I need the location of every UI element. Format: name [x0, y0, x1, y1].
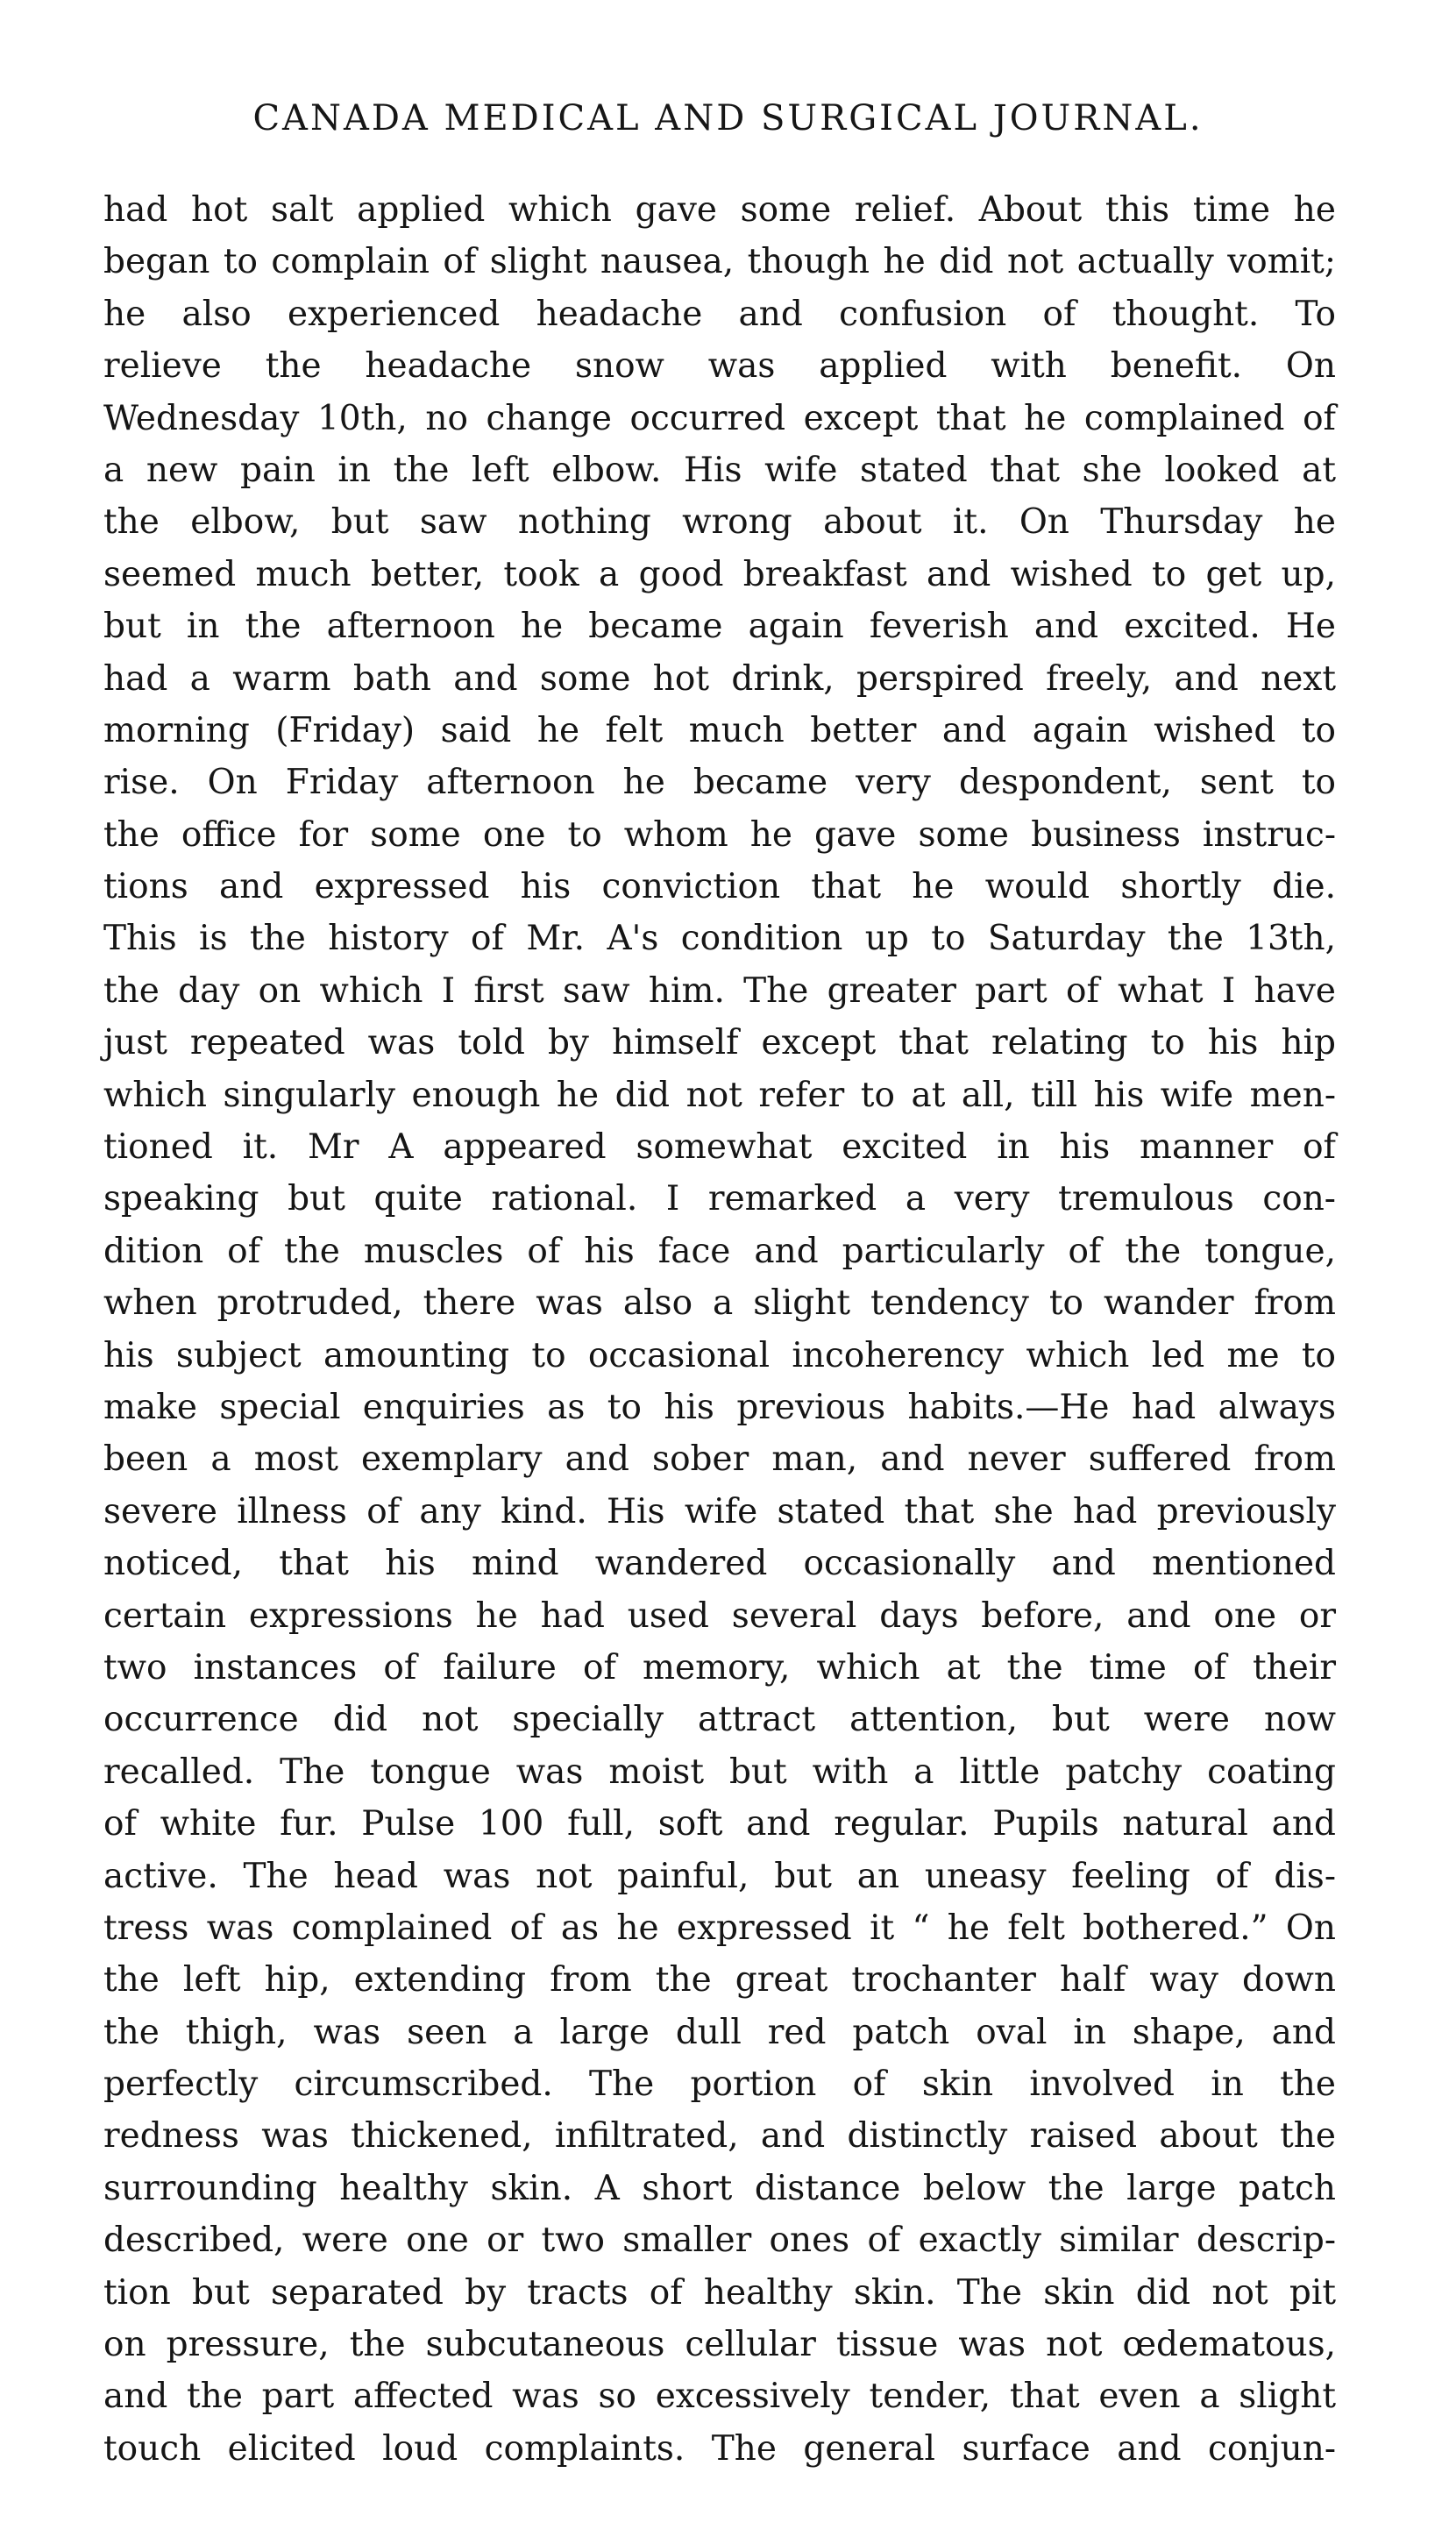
text-line: redness was thickened, infiltrated, and distinctly raised about the: [103, 2116, 1336, 2157]
text-line: he also experienced headache and confusion of thought. To: [103, 294, 1336, 334]
text-line: noticed, that his mind wandered occasionally and mentioned: [103, 1544, 1336, 1584]
text-line: just repeated was told by himself except that relating to his hip: [103, 1023, 1336, 1063]
text-line: severe illness of any kind. His wife stated that she had previously: [103, 1491, 1336, 1531]
text-line: dition of the muscles of his face and particularly of the tongue,: [103, 1231, 1336, 1271]
text-line: the office for some one to whom he gave some business instruc-: [103, 814, 1336, 855]
text-line: which singularly enough he did not refer to at all, till his wife men-: [103, 1075, 1336, 1115]
text-line: Wednesday 10th, no change occurred except that he complained of: [103, 398, 1336, 438]
text-line: seemed much better, took a good breakfast and wished to get up,: [103, 554, 1336, 594]
text-line: tion but separated by tracts of healthy skin. The skin did not pit: [103, 2272, 1336, 2313]
text-line: tions and expressed his conviction that he would shortly die.: [103, 867, 1336, 907]
text-line: the elbow, but saw nothing wrong about it. On Thursday he: [103, 502, 1336, 543]
text-line: speaking but quite rational. I remarked a very tremulous con-: [103, 1179, 1336, 1219]
text-line: This is the history of Mr. A's condition up to Saturday the 13th,: [103, 919, 1336, 959]
text-line: been a most exemplary and sober man, and never suffered from: [103, 1439, 1336, 1480]
text-line: on pressure, the subcutaneous cellular tissue was not œdematous,: [103, 2325, 1336, 2365]
text-line: the left hip, extending from the great trochanter half way down: [103, 1960, 1336, 2000]
text-line: tress was complained of as he expressed it “ he felt bothered.” On: [103, 1908, 1336, 1948]
text-line: two instances of failure of memory, which at the time of their: [103, 1647, 1336, 1688]
text-line: began to complain of slight nausea, though he did not actually vomit;: [103, 242, 1336, 282]
text-line: certain expressions he had used several days before, and one or: [103, 1595, 1336, 1636]
text-line: surrounding healthy skin. A short distance below the large patch: [103, 2168, 1336, 2208]
text-line: had hot salt applied which gave some relief. About this time he: [103, 190, 1336, 230]
text-line: occurrence did not specially attract attention, but were now: [103, 1700, 1336, 1740]
text-line: morning (Friday) said he felt much better and again wished to: [103, 710, 1336, 750]
running-title: CANADA MEDICAL AND SURGICAL JOURNAL.: [252, 98, 1204, 139]
text-line: of white fur. Pulse 100 full, soft and regular. Pupils natural and: [103, 1804, 1336, 1844]
text-line: tioned it. Mr A appeared somewhat excited in his manner of: [103, 1127, 1336, 1168]
text-line: perfectly circumscribed. The portion of skin involved in the: [103, 2064, 1336, 2105]
text-line: touch elicited loud complaints. The general surface and conjun-: [103, 2428, 1336, 2469]
text-line: make special enquiries as to his previous habits.—He had always: [103, 1387, 1336, 1427]
text-line: rise. On Friday afternoon he became very despondent, sent to: [103, 763, 1336, 803]
text-line: his subject amounting to occasional incoherency which led me to: [103, 1335, 1336, 1375]
text-line: the thigh, was seen a large dull red patch oval in shape, and: [103, 2012, 1336, 2052]
text-line: relieve the headache snow was applied with benefit. On: [103, 346, 1336, 387]
text-line: described, were one or two smaller ones of exactly similar descrip-: [103, 2221, 1336, 2261]
text-line: the day on which I first saw him. The greater part of what I have: [103, 970, 1336, 1011]
article-body: [103, 184, 1336, 2475]
text-line: active. The head was not painful, but an uneasy feeling of dis-: [103, 1856, 1336, 1896]
text-line: had a warm bath and some hot drink, perspired freely, and next: [103, 658, 1336, 699]
text-line: and the part affected was so excessively tender, that even a slight: [103, 2377, 1336, 2417]
text-line: recalled. The tongue was moist but with a little patchy coating: [103, 1752, 1336, 1792]
text-line: but in the afternoon he became again feverish and excited. He: [103, 607, 1336, 647]
text-line: when protruded, there was also a slight tendency to wander from: [103, 1283, 1336, 1324]
text-line: a new pain in the left elbow. His wife stated that she looked at: [103, 450, 1336, 490]
